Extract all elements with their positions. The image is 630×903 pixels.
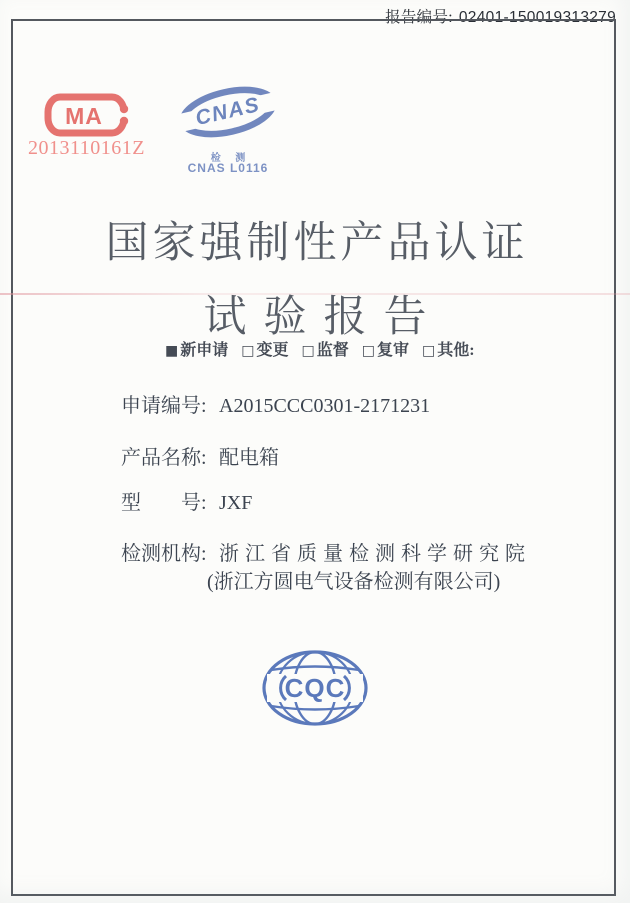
application-type-row — [165, 337, 475, 360]
document-title-line2: 试验报告 — [203, 294, 444, 341]
checkbox-label: 其他: — [437, 342, 475, 359]
checkbox-empty-icon: □ — [241, 343, 255, 359]
field-value: A2015CCC0301-2171231 — [219, 395, 431, 417]
checkbox-empty-icon: □ — [422, 343, 436, 359]
checkbox-review — [362, 337, 409, 360]
cma-logo-icon — [44, 93, 136, 139]
checkbox-filled-icon: ■ — [165, 343, 179, 359]
cnas-logo-icon — [176, 80, 280, 150]
field-product-name — [121, 446, 279, 470]
document-title-line1: 国家强制性产品认证 — [105, 220, 529, 267]
cma-letters: MA — [65, 103, 103, 129]
report-number-label: 报告编号: — [385, 9, 453, 26]
checkbox-other — [422, 337, 475, 360]
checkbox-label: 新申请 — [180, 342, 229, 359]
field-value: 浙江省质量检测科学研究院 — [219, 543, 531, 565]
checkbox-change — [241, 337, 288, 360]
cnas-accreditation-number: CNAS L0116 — [187, 161, 269, 175]
checkbox-label: 复审 — [376, 342, 409, 359]
checkbox-empty-icon: □ — [301, 343, 315, 359]
checkbox-empty-icon: □ — [361, 343, 375, 359]
report-number-value: 02401-150019313279 — [458, 9, 616, 26]
field-value: JXF — [219, 492, 253, 514]
field-label: 申请编号: — [121, 395, 207, 417]
checkbox-label: 监督 — [316, 342, 349, 359]
field-test-agency — [121, 542, 531, 566]
field-label: 检测机构: — [121, 543, 207, 565]
checkbox-label: 变更 — [256, 342, 289, 359]
field-value: 配电箱 — [219, 447, 279, 469]
field-application-number — [121, 394, 430, 418]
cnas-letters: CNAS — [193, 92, 263, 131]
field-label: 型 号: — [121, 492, 207, 514]
checkbox-new-application — [165, 337, 228, 360]
cqc-letters: CQC — [284, 673, 346, 703]
field-label: 产品名称: — [121, 447, 207, 469]
checkbox-supervision — [302, 337, 349, 360]
cma-registration-number: 2013110161Z — [28, 137, 145, 159]
field-model — [121, 491, 252, 515]
field-test-agency-line2: (浙江方圆电气设备检测有限公司) — [207, 571, 501, 593]
cqc-logo-icon — [260, 649, 370, 727]
cnas-caption: 检 测 — [210, 153, 252, 164]
